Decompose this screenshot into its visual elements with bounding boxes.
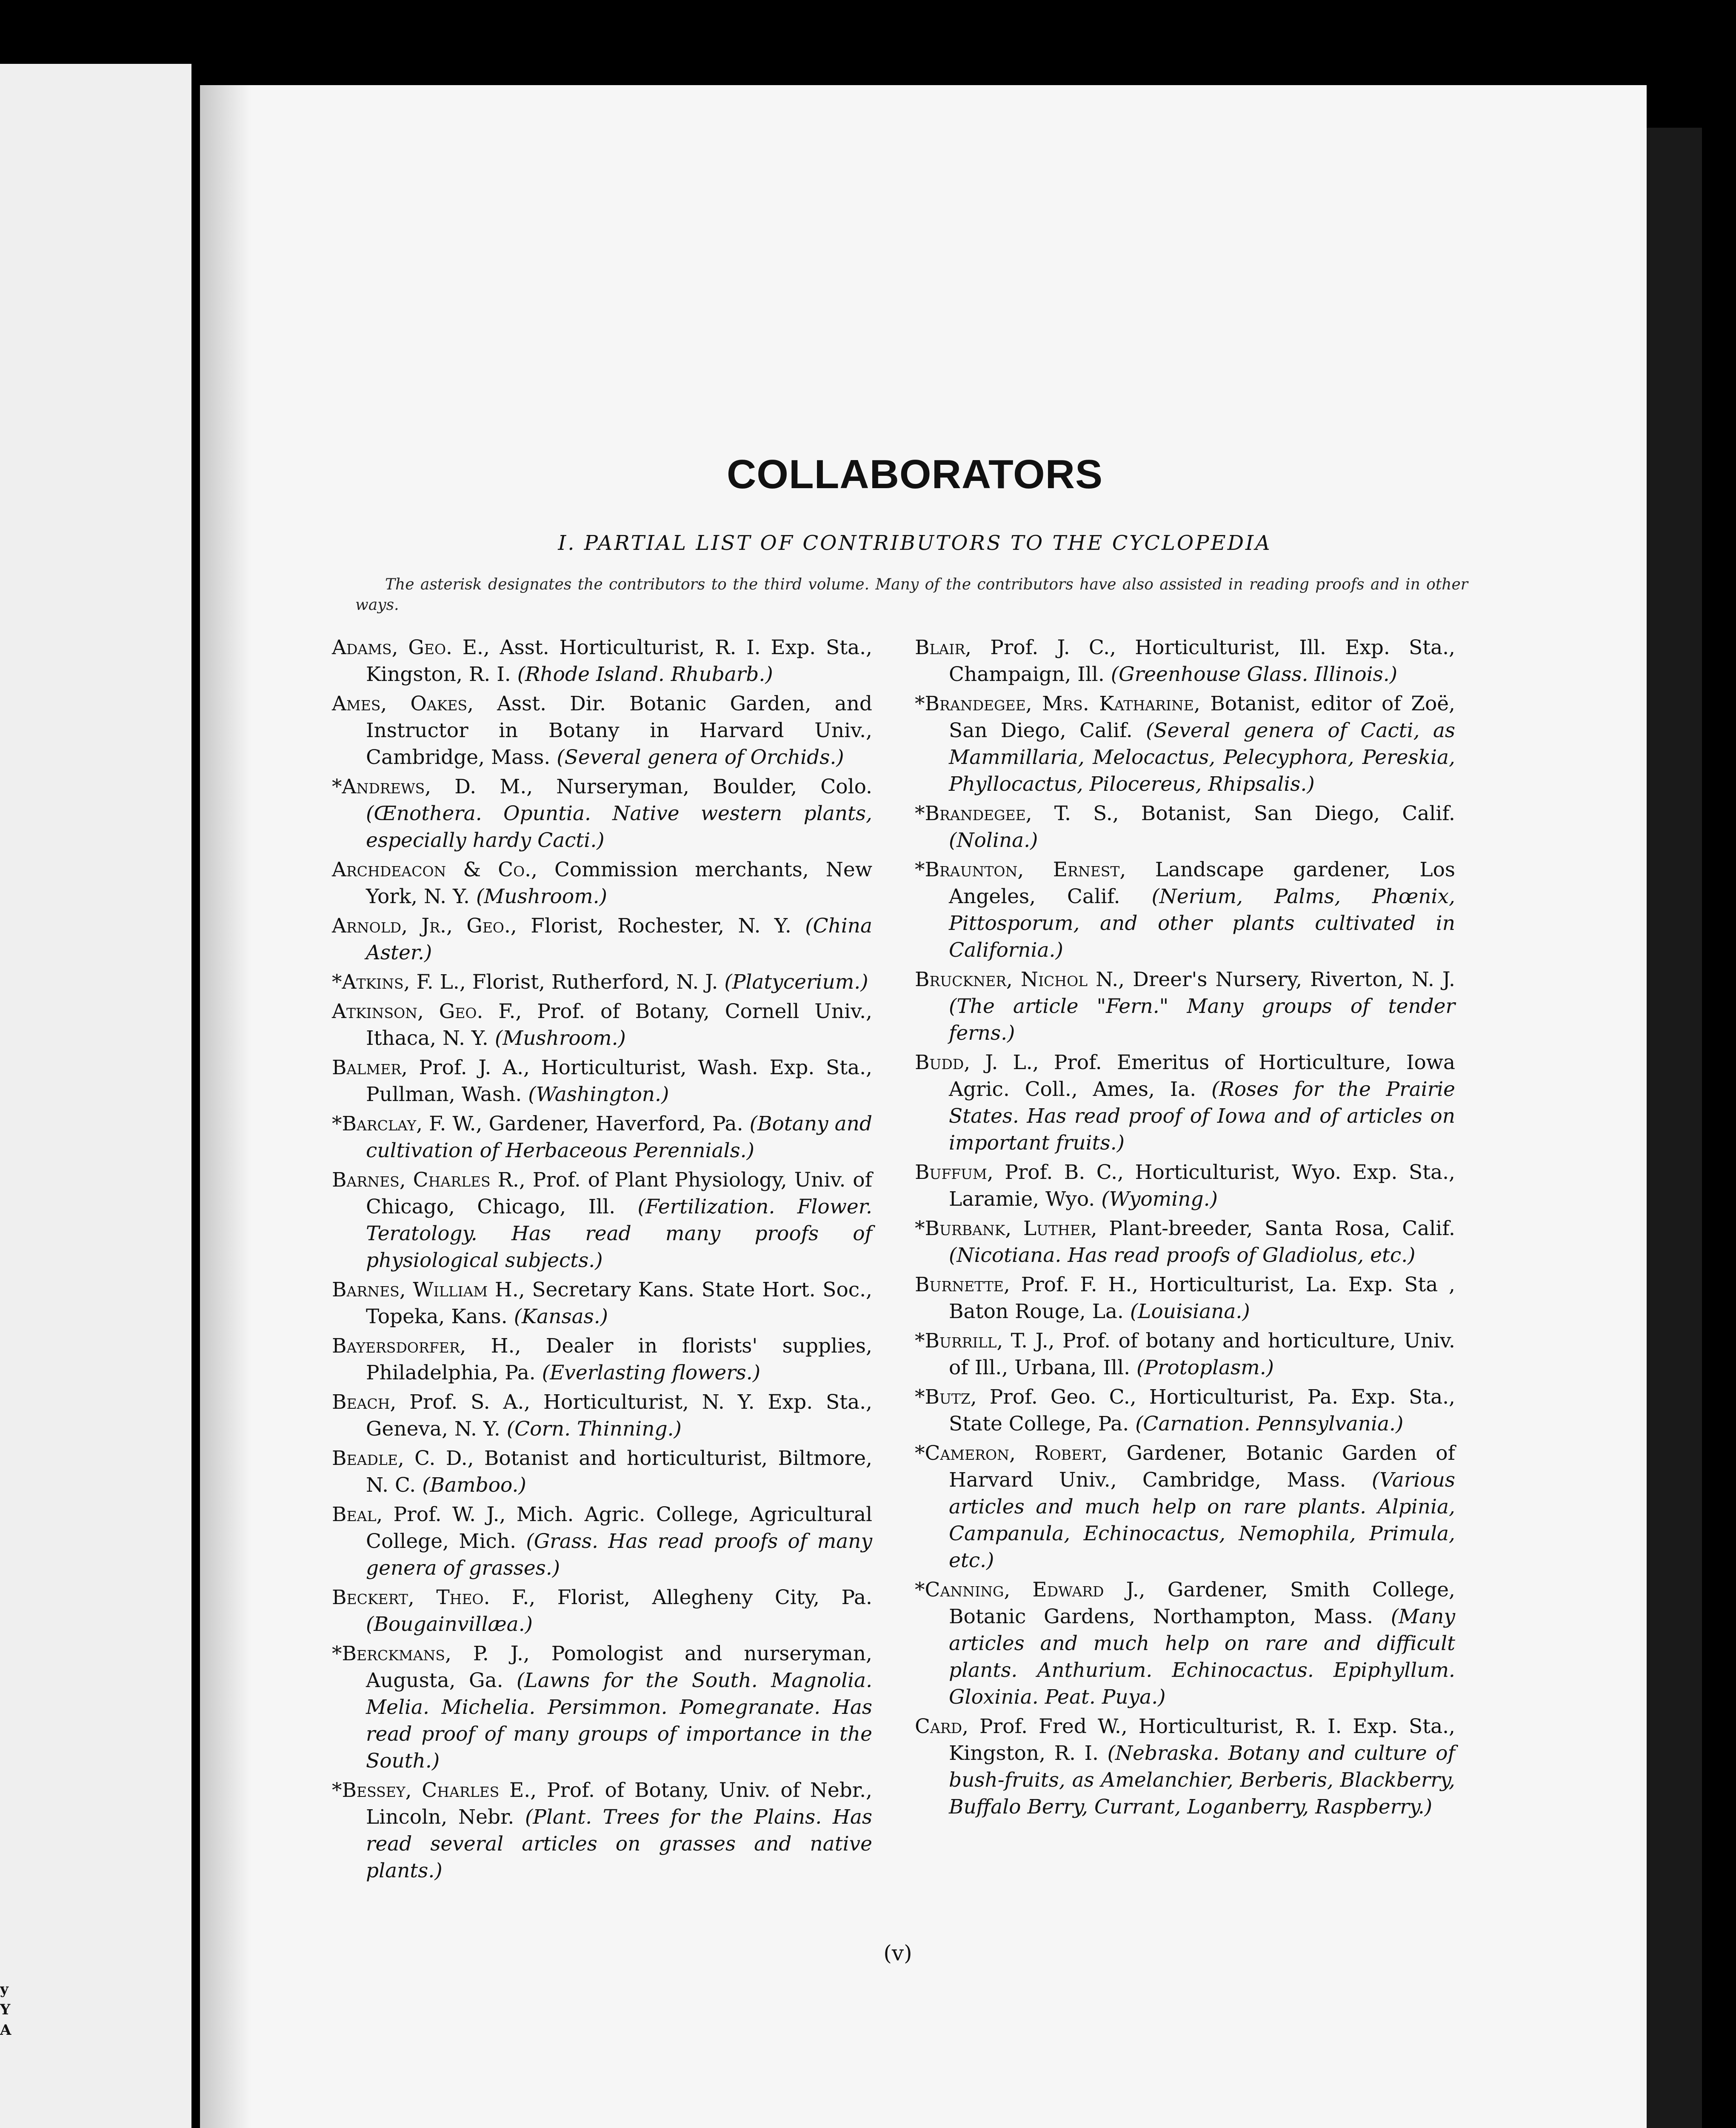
contributor-entry xyxy=(915,1576,1455,1710)
contributor-name: Arnold, Jr., Geo., xyxy=(332,914,517,938)
contributor-name: *Andrews, D. M., xyxy=(332,775,533,798)
contributor-works: (Wyoming.) xyxy=(1101,1187,1218,1211)
contributor-works: (Mushroom.) xyxy=(476,885,607,908)
contributor-name: *Brandegee, Mrs. Katharine, xyxy=(915,692,1200,715)
contributor-works: (Everlasting flowers.) xyxy=(542,1361,761,1384)
contributor-entry xyxy=(332,773,872,854)
book-edge xyxy=(1647,128,1702,2128)
contributor-works: (Greenhouse Glass. Illinois.) xyxy=(1111,663,1398,686)
contributor-details: Botanist, editor of Zoë, San Diego, Calif. xyxy=(949,692,1455,742)
contributor-works: (Several genera of Cacti, as Mammillaria, Melocactus, Pelecyphora, Pereskia, Phyllocactus, Pilocereus, Rhipsalis.) xyxy=(949,719,1455,796)
contributor-works: (Rhode Island. Rhubarb.) xyxy=(517,663,773,686)
contributor-name: *Cameron, Robert, xyxy=(915,1442,1108,1465)
contributor-name: *Burrill, T. J., xyxy=(915,1329,1055,1353)
contributor-name: Buffum, xyxy=(915,1161,994,1184)
contributor-details: Pomologist and nurseryman, Augusta, Ga. xyxy=(366,1642,872,1692)
contributor-works: (Louisiana.) xyxy=(1130,1300,1250,1323)
contributor-details: Prof. of botany and horticulture, Univ. of Ill., Urbana, Ill. xyxy=(949,1329,1455,1379)
contributor-works: (Bamboo.) xyxy=(422,1473,526,1497)
contributor-entry xyxy=(332,690,872,771)
contributor-details: Gardener, Smith College, Botanic Gardens, Northampton, Mass. xyxy=(949,1578,1455,1628)
contributor-works: (Nerium, Palms, Phœnix, Pittosporum, and other plants cultivated in California.) xyxy=(949,885,1455,962)
contributor-name: Adams, Geo. E., xyxy=(332,636,490,659)
contributor-details: Florist, Allegheny City, Pa. xyxy=(557,1586,872,1609)
contributor-name: *Canning, Edward J., xyxy=(915,1578,1145,1602)
contributor-details: Florist, Rochester, N. Y. xyxy=(531,914,791,938)
contributor-entry xyxy=(332,1167,872,1274)
contributor-works: (Platycerium.) xyxy=(724,970,868,994)
contributor-works: (Various articles and much help on rare plants. Alpinia, Campanula, Echinocactus, Nemophila, Primula, etc.) xyxy=(949,1468,1455,1572)
contributor-name: Budd, J. L., xyxy=(915,1051,1039,1074)
contributor-works: (Protoplasm.) xyxy=(1136,1356,1274,1379)
contributor-name: Beckert, Theo. F., xyxy=(332,1586,536,1609)
facing-page-mark: A xyxy=(0,2022,11,2039)
contributor-entry xyxy=(915,690,1455,798)
contributor-entry xyxy=(332,1333,872,1386)
contributors-column-left xyxy=(332,634,872,1887)
contributor-entry xyxy=(332,634,872,688)
contributor-entry xyxy=(915,1327,1455,1381)
contributor-name: Ames, Oakes, xyxy=(332,692,474,715)
contributor-details: Florist, Rutherford, N. J. xyxy=(472,970,718,994)
contributor-entry xyxy=(915,966,1455,1047)
contributor-works: (Lawns for the South. Magnolia. Melia. Michelia. Persimmon. Pomegranate. Has read proof of many groups of importance in the South.) xyxy=(366,1669,873,1773)
contributor-name: *Brandegee, T. S., xyxy=(915,802,1119,825)
contributor-details: Landscape gardener, Los Angeles, Calif. xyxy=(949,858,1455,908)
contributor-works: (Several genera of Orchids.) xyxy=(557,746,844,769)
contributor-details: Prof. of Botany, Univ. of Nebr., Lincoln, Nebr. xyxy=(366,1779,872,1829)
contributors-column-right xyxy=(915,634,1455,1823)
contributor-works: (Grass. Has read proofs of many genera of grasses.) xyxy=(366,1530,872,1580)
contributor-details: Prof. B. C., Horticulturist, Wyo. Exp. Sta., Laramie, Wyo. xyxy=(949,1161,1455,1211)
contributor-entry xyxy=(915,1215,1455,1269)
contributor-entry xyxy=(332,969,872,995)
contributor-works: (China Aster.) xyxy=(366,914,873,964)
contributor-works: (Carnation. Pennsylvania.) xyxy=(1135,1412,1404,1436)
contributor-entry xyxy=(332,1584,872,1638)
contributor-details: Plant-breeder, Santa Rosa, Calif. xyxy=(1109,1217,1455,1240)
contributor-entry xyxy=(332,1640,872,1774)
contributor-works: (Many articles and much help on rare and difficult plants. Anthurium. Echinocactus. Epiphyllum. Gloxinia. Peat. Puya.) xyxy=(949,1605,1455,1709)
facing-page-marks xyxy=(0,1979,13,2040)
contributor-entry xyxy=(332,998,872,1052)
contributor-details: Dealer in florists' supplies, Philadelphia, Pa. xyxy=(366,1334,872,1384)
contributor-details: Prof. Fred W., Horticulturist, R. I. Exp. Sta., Kingston, R. I. xyxy=(949,1715,1455,1765)
contributor-details: Prof. Emeritus of Horticulture, Iowa Agric. Coll., Ames, Ia. xyxy=(949,1051,1455,1101)
facing-page-mark: y xyxy=(0,1981,9,1998)
contributor-details: Prof. Geo. C., Horticulturist, Pa. Exp. Sta., State College, Pa. xyxy=(949,1385,1455,1436)
contributor-details: Gardener, Haverford, Pa. xyxy=(488,1112,743,1136)
contributor-works: (Corn. Thinning.) xyxy=(506,1417,682,1441)
contributor-entry xyxy=(915,800,1455,854)
contributor-entry xyxy=(915,1049,1455,1156)
contributor-name: *Burbank, Luther, xyxy=(915,1217,1097,1240)
contributor-details: Prof. of Botany, Cornell Univ., Ithaca, N. Y. xyxy=(366,1000,873,1050)
contributor-entry xyxy=(915,1159,1455,1213)
contributor-name: Barnes, William H., xyxy=(332,1278,525,1301)
contributor-works: (Washington.) xyxy=(528,1083,669,1106)
contributor-entry xyxy=(332,912,872,966)
contributor-name: Balmer, xyxy=(332,1056,408,1079)
contributor-name: *Berckmans, P. J., xyxy=(332,1642,530,1665)
contributor-works: (Mushroom.) xyxy=(494,1027,626,1050)
contributor-name: Beal, xyxy=(332,1503,383,1526)
contributor-details: Botanist and horticulturist, Biltmore, N. C. xyxy=(366,1447,872,1497)
facing-page xyxy=(0,64,191,2128)
contributor-details: Dreer's Nursery, Riverton, N. J. xyxy=(1133,968,1455,991)
contributor-works: (Bougainvillæa.) xyxy=(366,1613,533,1636)
contributor-details: Botanist, San Diego, Calif. xyxy=(1141,802,1455,825)
contributor-details: Prof. of Plant Physiology, Univ. of Chicago, Chicago, Ill. xyxy=(366,1168,872,1218)
contributor-works: (Kansas.) xyxy=(514,1305,608,1328)
contributor-works: (Plant. Trees for the Plains. Has read several articles on grasses and native plants.) xyxy=(366,1805,872,1882)
contributor-name: Beadle, C. D., xyxy=(332,1447,474,1470)
contributor-name: *Barclay, F. W., xyxy=(332,1112,483,1136)
contributor-details: Prof. W. J., Mich. Agric. College, Agricultural College, Mich. xyxy=(366,1503,872,1553)
contributor-details: Asst. Horticulturist, R. I. Exp. Sta., Kingston, R. I. xyxy=(366,636,872,686)
contributor-entry xyxy=(332,1501,872,1582)
contributor-name: Bayersdorfer, H., xyxy=(332,1334,521,1358)
contributor-name: Blair, xyxy=(915,636,972,659)
contributor-name: Barnes, Charles R., xyxy=(332,1168,525,1192)
contributor-entry xyxy=(332,1276,872,1330)
page-title: COLLABORATORS xyxy=(726,452,1103,497)
contributor-details: Prof. S. A., Horticulturist, N. Y. Exp. Sta., Geneva, N. Y. xyxy=(366,1390,872,1441)
contributor-entry xyxy=(332,856,872,910)
contributor-entry xyxy=(332,1389,872,1442)
contributor-works: (Fertilization. Flower. Teratology. Has read many proofs of physiological subjects.) xyxy=(366,1195,872,1272)
contributor-entry xyxy=(332,1110,872,1164)
contributor-entry xyxy=(332,1445,872,1499)
contributor-name: Beach, xyxy=(332,1390,397,1414)
contributor-entry xyxy=(915,1384,1455,1437)
contributor-works: (Œnothera. Opuntia. Native western plants, especially hardy Cacti.) xyxy=(366,802,872,852)
section-heading: I. PARTIAL LIST OF CONTRIBUTORS TO THE CYCLOPEDIA xyxy=(558,531,1272,555)
contributor-works: (Nolina.) xyxy=(949,829,1038,852)
contributor-works: (The article "Fern." Many groups of tender ferns.) xyxy=(949,995,1455,1045)
contributor-name: Atkinson, Geo. F., xyxy=(332,1000,522,1023)
contributor-details: Prof. J. A., Horticulturist, Wash. Exp. Sta., Pullman, Wash. xyxy=(366,1056,872,1106)
contributor-entry xyxy=(332,1054,872,1108)
contributor-details: Prof. F. H., Horticulturist, La. Exp. Sta , Baton Rouge, La. xyxy=(949,1273,1455,1323)
contributor-entry xyxy=(915,1713,1455,1820)
contributor-works: (Botany and cultivation of Herbaceous Perennials.) xyxy=(366,1112,872,1162)
contributor-name: *Butz, xyxy=(915,1385,977,1409)
contributor-entry xyxy=(915,856,1455,964)
contributor-entry xyxy=(332,1777,872,1884)
contributor-entry xyxy=(915,1440,1455,1574)
page-number: (v) xyxy=(883,1941,912,1965)
contributor-details: Commission merchants, New York, N. Y. xyxy=(366,858,872,908)
contributor-details: Secretary Kans. State Hort. Soc., Topeka, Kans. xyxy=(366,1278,872,1328)
contributor-name: *Atkins, F. L., xyxy=(332,970,466,994)
contributor-details: Gardener, Botanic Garden of Harvard Univ., Cambridge, Mass. xyxy=(949,1442,1455,1492)
contributor-entry xyxy=(915,634,1455,688)
contributor-works: (Roses for the Prairie States. Has read proof of Iowa and of articles on important fruits.) xyxy=(949,1078,1455,1155)
introductory-note: The asterisk designates the contributors to the third volume. Many of the contributors have also assisted in reading proofs and in other ways. xyxy=(355,576,1468,614)
contributor-details: Prof. J. C., Horticulturist, Ill. Exp. Sta., Champaign, Ill. xyxy=(949,636,1455,686)
contributor-name: *Braunton, Ernest, xyxy=(915,858,1126,881)
contributor-name: *Bessey, Charles E., xyxy=(332,1779,537,1802)
contributor-entry xyxy=(915,1271,1455,1325)
contributor-details: Asst. Dir. Botanic Garden, and Instructor in Botany in Harvard Univ., Cambridge, Mass. xyxy=(366,692,872,769)
contributor-works: (Nebraska. Botany and culture of bush-fruits, as Amelanchier, Berberis, Blackberry, Buffalo Berry, Currant, Loganberry, Raspberry.) xyxy=(949,1742,1455,1819)
contributor-name: Card, xyxy=(915,1715,969,1738)
contributor-name: Burnette, xyxy=(915,1273,1010,1296)
contributor-works: (Nicotiana. Has read proofs of Gladiolus, etc.) xyxy=(949,1244,1416,1267)
contributor-name: Archdeacon & Co., xyxy=(332,858,538,881)
contributor-name: Bruckner, Nichol N., xyxy=(915,968,1125,991)
contributor-details: Nurseryman, Boulder, Colo. xyxy=(556,775,872,798)
facing-page-mark: Y xyxy=(0,2001,11,2018)
